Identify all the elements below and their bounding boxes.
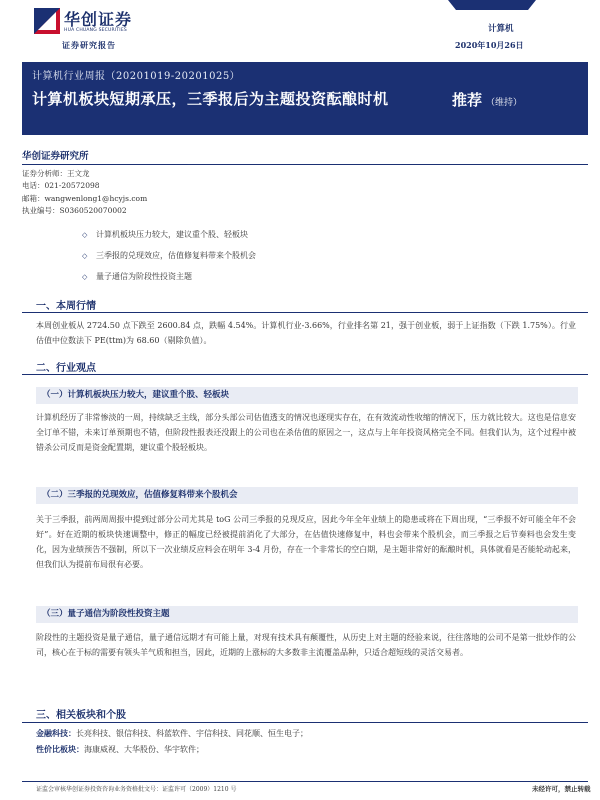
stock-row-fintech — [36, 728, 308, 739]
title-banner — [22, 62, 588, 135]
footer-divider — [22, 781, 588, 782]
logo-mark-icon — [34, 8, 60, 34]
company-logo — [34, 6, 154, 42]
subsection-heading: （三）量子通信为阶段性投资主题 — [36, 606, 578, 623]
rating — [452, 89, 522, 110]
analyst-phone: 电话：021-20572098 — [22, 181, 100, 190]
footer-copyright: 未经许可，禁止转载 — [532, 785, 591, 793]
diamond-bullet-icon: ◇ — [82, 273, 88, 281]
analyst-email: 邮箱：wangwenlong1@hcyjs.com — [22, 194, 148, 203]
analyst-license: 执业编号：S0360520070002 — [22, 206, 127, 215]
industry-label: 计算机 — [488, 24, 514, 34]
document-type: 证券研究报告 — [62, 40, 116, 50]
subsection-heading: （一）计算机板块压力较大，建议重个股、轻板块 — [36, 387, 578, 404]
stock-row-label: 金融科技： — [36, 728, 76, 738]
subsection-paragraph: 计算机经历了非常惨淡的一周，持续缺乏主线，部分头部公司估值透支的情况也逐现实存在，在有效流动性收缩的情况下，压力就比较大。这也是信息安全订单不错，未来订单预期也不错，但阶段性报表还没跟上的公司也在杀估值的原因之一，这点与上年年投资风格完全不同。但我们认为，这个过程中被错杀公司反而是资金配置期，建议重个股轻板块。 — [36, 413, 576, 452]
section-divider — [22, 312, 588, 313]
key-point — [82, 229, 248, 240]
stock-row-value — [36, 744, 204, 755]
section-heading-weekly-market: 一、本周行情 — [36, 301, 96, 312]
section-divider — [22, 722, 588, 723]
key-point-text: 量子通信为阶段性投资主题 — [96, 272, 192, 281]
logo-text-cn: 华创证券 — [64, 10, 133, 29]
key-point — [82, 271, 192, 282]
subsection-paragraph: 关于三季报，前两周周报中提到过部分公司尤其是 toG 公司三季报的兑现反应，因此今年全年业绩上的隐患或将在下周出现，“三季报不好可能全年不会好”。好在近期的板块快速调整中，修正的幅度已经被提前消化了大部分，在估值快速修复中，料也会带来个股机会，而三季报之后节奏料也会发生变化，因为业绩预告不强制，所以下一次业绩反应料会在明年 3-4 月份，存在一个非常长的空白期，是主题非常好的酝酿时机，具体就看是否能轮动起来，但我们认为提前布局很有必要。 — [36, 515, 576, 569]
report-title: 计算机板块短期承压，三季报后为主题投资酝酿时机 — [32, 90, 389, 108]
section-heading-industry-view: 二、行业观点 — [36, 363, 96, 374]
footer-license: 证监会审核华创证券投资咨询业务资格批文号：证监许可（2009）1210 号 — [36, 786, 237, 793]
report-date: 2020年10月26日 — [455, 40, 524, 50]
key-point — [82, 250, 256, 261]
header-tab-shape — [448, 0, 536, 10]
stock-row-text: 海康威视、大华股份、华宇软件； — [84, 745, 204, 754]
section-divider — [22, 374, 588, 375]
subsection-paragraph: 阶段性的主题投资是量子通信，量子通信远期才有可能上量，对现有技术具有颠覆性，从历史上对主题的经验来说，往往落地的公司不是第一批炒作的公司，核心在于标的需要有领头羊气质和担当，因此，近期的上涨标的大多数非主流覆盖品种，只适合超短线的灵活交易者。 — [36, 633, 576, 657]
logo-text-en: HUA CHUANG SECURITIES — [64, 28, 127, 33]
key-point-text: 三季报的兑现效应，估值修复料带来个股机会 — [96, 251, 256, 260]
institute-divider — [22, 164, 588, 165]
institute-name: 华创证券研究所 — [22, 151, 89, 162]
stock-row-text: 长亮科技、银信科技、科蓝软件、宇信科技、同花顺、恒生电子； — [76, 729, 308, 738]
report-subtitle: 计算机行业周报（20201019-20201025） — [32, 71, 241, 82]
analyst-name: 证券分析师：王文龙 — [22, 169, 90, 178]
diamond-bullet-icon: ◇ — [82, 252, 88, 260]
key-point-text: 计算机板块压力较大，建议重个股、轻板块 — [96, 230, 248, 239]
rating-note: （维持） — [486, 98, 523, 108]
subsection-heading: （二）三季报的兑现效应，估值修复料带来个股机会 — [36, 487, 578, 504]
stock-row-label: 性价比板块： — [36, 744, 84, 754]
weekly-market-paragraph: 本周创业板从 2724.50 点下跌至 2600.84 点，跌幅 4.54%。计算机行业-3.66%，行业排名第 21，强于创业板，弱于上证指数（下跌 1.75%）。行业估值中位数法下 PE(ttm)为 68.60（剔除负值）。 — [36, 321, 576, 345]
section-heading-related-stocks: 三、相关板块和个股 — [36, 710, 126, 721]
diamond-bullet-icon: ◇ — [82, 231, 88, 239]
rating-value: 推荐 — [452, 91, 483, 109]
